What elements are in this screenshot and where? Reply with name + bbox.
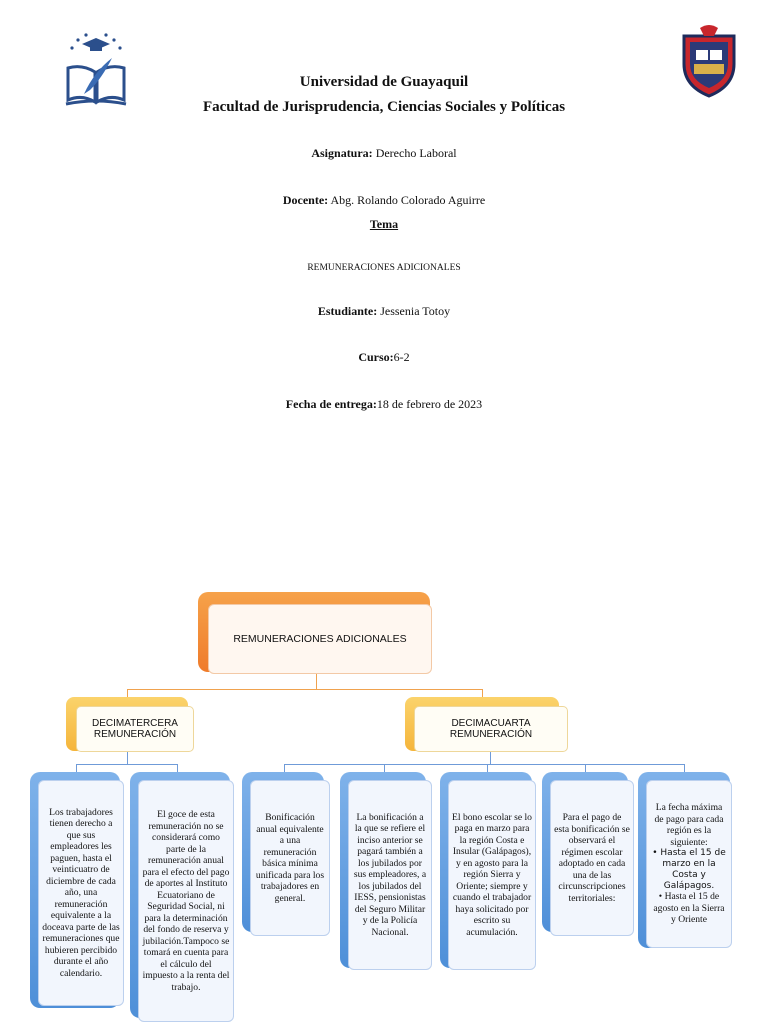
subject-label: Asignatura: — [311, 146, 373, 160]
university-book-logo-icon — [60, 28, 132, 110]
leaf-2-card — [138, 780, 234, 1022]
leaf-7-bullet-2: • Hasta el 15 de agosto en la Sierra y Oriente — [653, 891, 725, 926]
branch-1-down — [127, 752, 128, 764]
teacher-label: Docente: — [282, 193, 329, 207]
topic-value: REMUNERACIONES ADICIONALES — [307, 263, 461, 273]
root-connector — [316, 674, 317, 690]
root-node-label: REMUNERACIONES ADICIONALES — [233, 633, 407, 645]
branch-connector — [127, 689, 483, 690]
topic-label: Tema — [369, 217, 399, 231]
branch-2-hline — [284, 764, 684, 765]
leaf-4-card — [348, 780, 432, 970]
leaf-6-text: Para el pago de esta bonificación se observará el régimen escolar adoptado en cada una de las circunscripciones territoriales: — [554, 812, 630, 904]
date-label: Fecha de entrega: — [285, 397, 377, 411]
leaf-4-text: La bonificación a la que se refiere el inciso anterior se pagará también a los jubilados por sus empleadores, a los jubilados del IESS, pensionistas del Seguro Militar y de la Policía Nacional. — [353, 811, 427, 938]
branch-1-label: DECIMATERCERA REMUNERACIÓN — [92, 717, 178, 740]
branch-1-hline — [76, 764, 178, 765]
subject-value: Derecho Laboral — [372, 146, 457, 160]
branch-1-node — [76, 706, 194, 752]
subject-line — [0, 146, 768, 161]
date-value: 18 de febrero de 2023 — [376, 397, 483, 411]
leaf-6-card — [550, 780, 634, 936]
teacher-line — [0, 193, 768, 208]
student-value: Jessenia Totoy — [377, 304, 451, 318]
university-title: Universidad de Guayaquil — [299, 74, 469, 90]
course-line — [0, 350, 768, 365]
date-line — [0, 397, 768, 412]
root-node — [208, 604, 432, 674]
course-label: Curso: — [358, 350, 394, 364]
student-label: Estudiante: — [317, 304, 378, 318]
branch-2-node — [414, 706, 568, 752]
leaf-5-text: El bono escolar se lo paga en marzo para la región Costa e Insular (Galápagos), y en agosto para la región Sierra y Oriente; siempre y cuando el trabajador haya solicitado por escrito su acumulación. — [452, 811, 532, 938]
leaf-7-bullet-1: • Hasta el 15 de marzo en la Costa y Galápagos. — [652, 848, 726, 891]
teacher-value: Abg. Rolando Colorado Aguirre — [328, 193, 486, 207]
course-value: 6-2 — [393, 350, 410, 364]
leaf-1-text: Los trabajadores tienen derecho a que sus empleadores les paguen, hasta el veinticuatro de diciembre de cada año, una remuneración equivalente a la doceava parte de las remuneraciones que hubieren percibido durante el año calendario. — [42, 806, 120, 979]
faculty-title: Facultad de Jurisprudencia, Ciencias Sociales y Políticas — [202, 99, 566, 115]
leaf-3-text: Bonificación anual equivalente a una remuneración básica mínima unificada para los trabajadores en general. — [255, 812, 325, 904]
leaf-5-card — [448, 780, 536, 970]
student-line — [0, 304, 768, 319]
branch-2-down — [490, 752, 491, 764]
branch-2-label: DECIMACUARTA REMUNERACIÓN — [449, 717, 533, 740]
leaf-7-intro: La fecha máxima de pago para cada región es la siguiente: — [654, 802, 724, 848]
leaf-3-card — [250, 780, 330, 936]
leaf-2-text: El goce de esta remuneración no se considerará como parte de la remuneración anual para el efecto del pago de aportes al Instituto Ecuatoriano de Seguridad Social, ni para la determinación del fondo de reserva y jubilación.Tampoco se tomará en cuenta para el cálculo del impuesto a la renta del trabajo. — [142, 809, 230, 993]
leaf-1-card — [38, 780, 124, 1006]
leaf-7-card — [646, 780, 732, 948]
